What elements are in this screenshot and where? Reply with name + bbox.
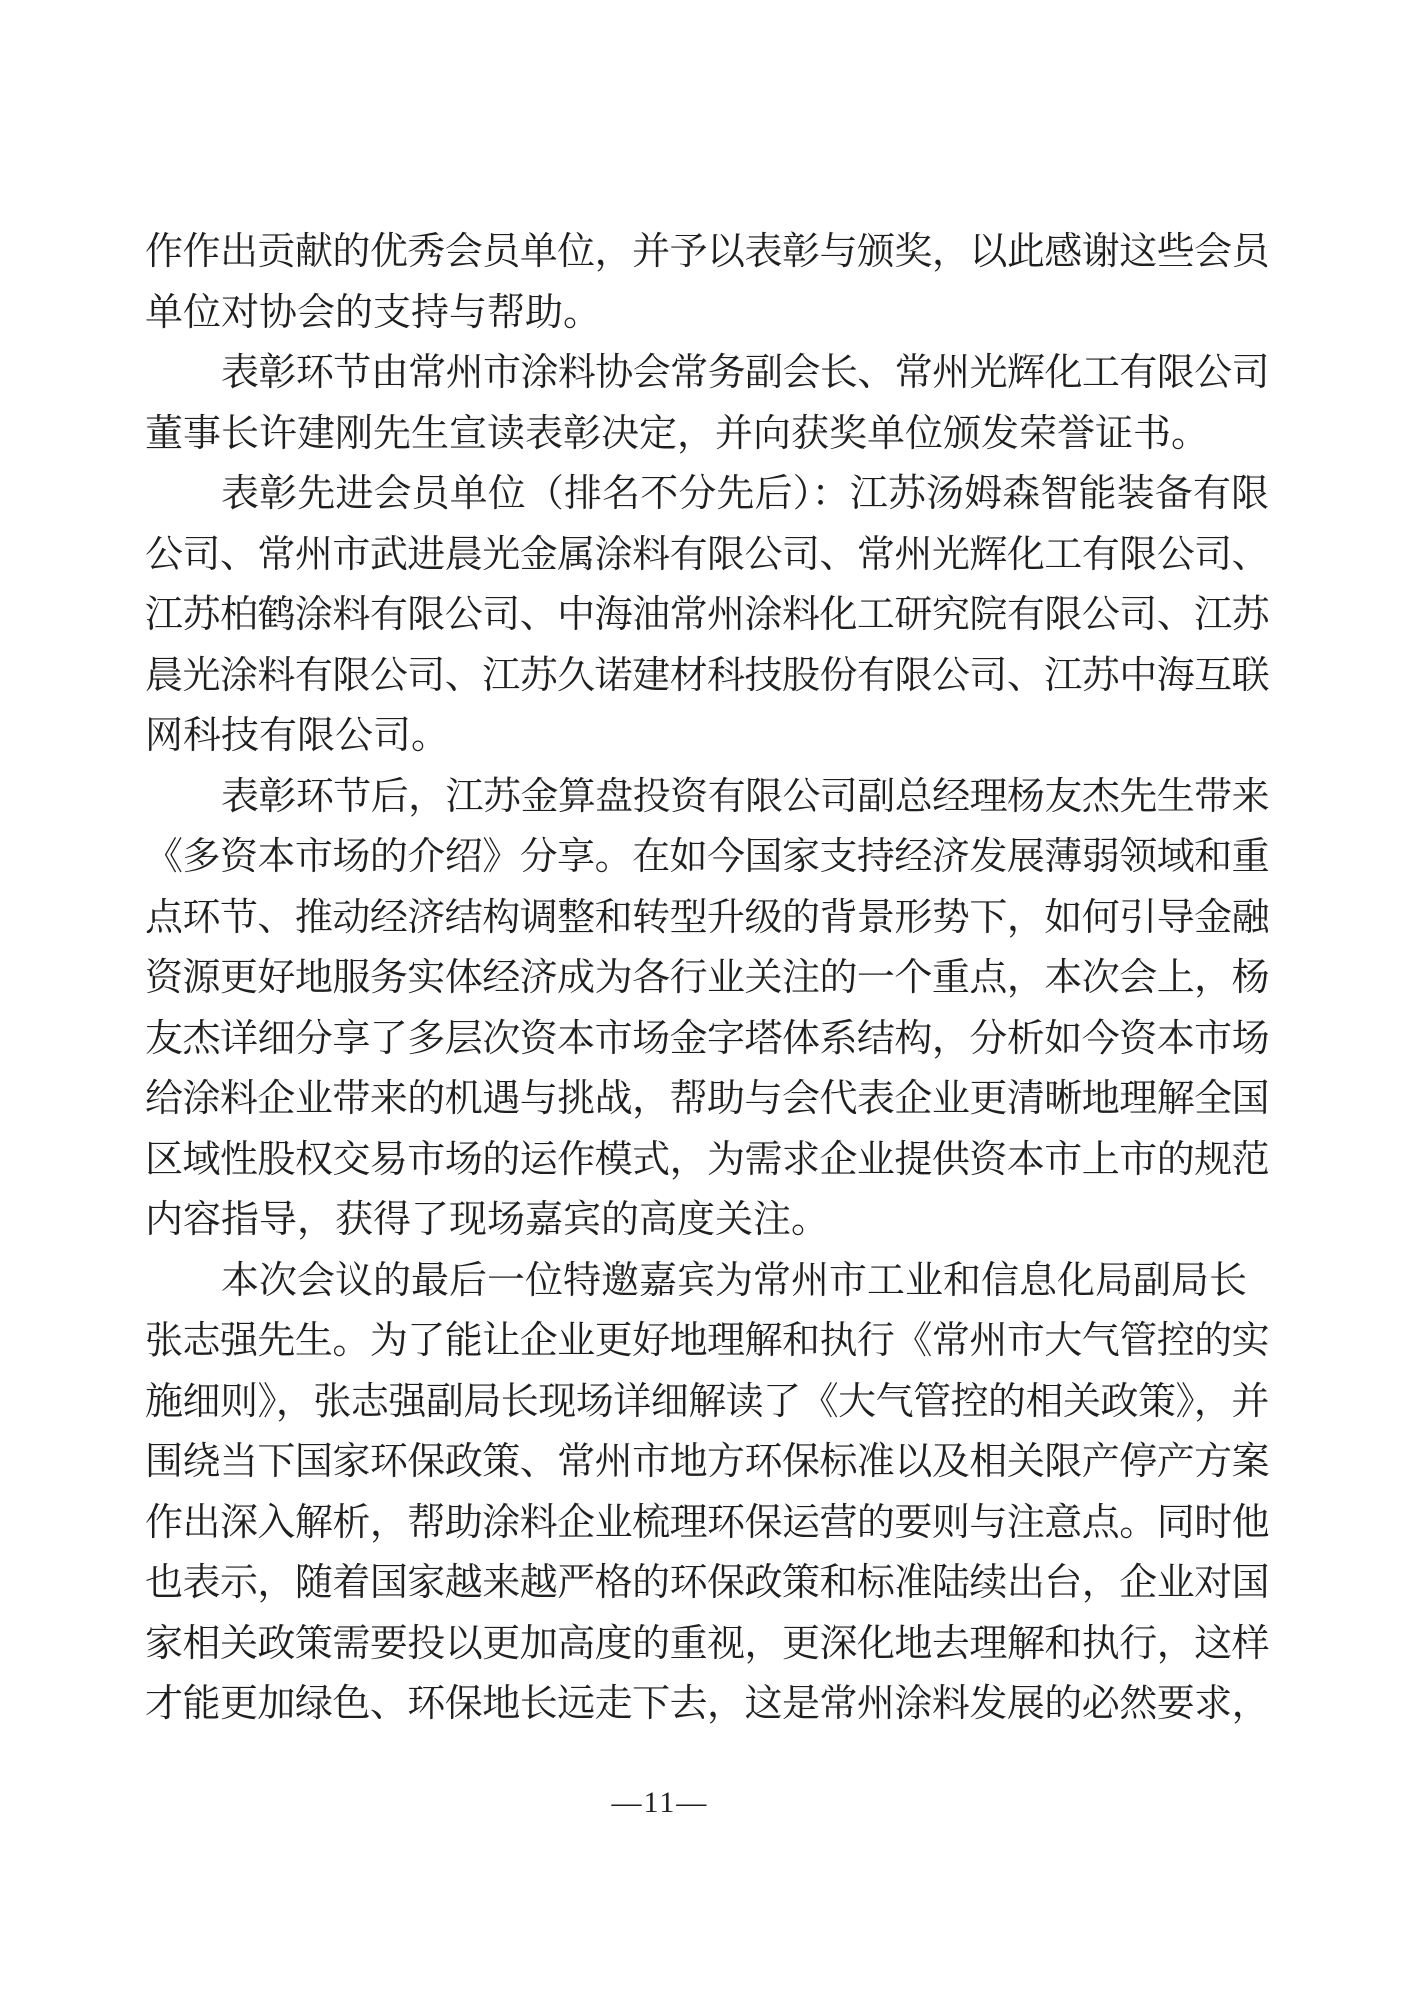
text-line-content: 围绕当下国家环保政策、常州市地方环保标准以及相关限产停产方案 <box>145 1441 1270 1483</box>
text-line <box>145 706 1269 767</box>
text-line-content: 公司、常州市武进晨光金属涂料有限公司、常州光辉化工有限公司、 <box>145 533 1270 576</box>
text-line <box>145 1311 1269 1372</box>
text-line-content: 董事长许建刚先生宣读表彰决定，并向获奖单位颁发荣誉证书。 <box>145 412 1210 455</box>
text-line <box>145 767 1269 828</box>
text-line-content: 资源更好地服务实体经济成为各行业关注的一个重点，本次会上，杨 <box>145 957 1270 999</box>
text-line-content: 给涂料企业带来的机遇与挑战，帮助与会代表企业更清晰地理解全国 <box>145 1078 1270 1120</box>
text-line <box>145 1372 1269 1433</box>
text-line <box>145 1130 1269 1191</box>
text-line <box>145 1009 1269 1070</box>
text-line-content: 晨光涂料有限公司、江苏久诺建材科技股份有限公司、江苏中海互联 <box>145 654 1270 697</box>
text-line <box>145 948 1269 1009</box>
text-line-content: 友杰详细分享了多层次资本市场金字塔体系结构，分析如今资本市场 <box>145 1017 1270 1060</box>
text-line-content: 《多资本市场的介绍》分享。在如今国家支持经济发展薄弱领域和重 <box>145 836 1270 878</box>
text-line-content: 区域性股权交易市场的运作模式，为需求企业提供资本市上市的规范 <box>145 1138 1270 1181</box>
text-line-content: 内容指导，获得了现场嘉宾的高度关注。 <box>145 1199 830 1241</box>
text-line-content: 江苏柏鹤涂料有限公司、中海油常州涂料化工研究院有限公司、江苏 <box>145 594 1270 636</box>
text-line <box>145 1674 1269 1735</box>
text-line <box>145 404 1269 465</box>
text-line <box>145 464 1269 525</box>
text-line-content: 表彰环节由常州市涂料协会常务副会长、常州光辉化工有限公司 <box>221 352 1270 394</box>
text-line-content: 表彰环节后，江苏金算盘投资有限公司副总经理杨友杰先生带来 <box>221 775 1270 818</box>
text-line <box>145 1190 1269 1251</box>
text-line-content: 单位对协会的支持与帮助。 <box>145 291 602 334</box>
text-line-content: 作出深入解析，帮助涂料企业梳理环保运营的要则与注意点。同时他 <box>145 1501 1270 1544</box>
text-line <box>145 1432 1269 1493</box>
text-line <box>145 1493 1269 1554</box>
text-line <box>145 525 1269 586</box>
text-line-content: 施细则》，张志强副局长现场详细解读了《大气管控的相关政策》，并 <box>145 1380 1269 1423</box>
text-line <box>145 1251 1269 1312</box>
text-line <box>145 888 1269 949</box>
text-line-content: 点环节、推动经济结构调整和转型升级的背景形势下，如何引导金融 <box>145 896 1270 939</box>
text-line-content: 也表示，随着国家越来越严格的环保政策和标准陆续出台，企业对国 <box>145 1562 1270 1604</box>
text-line <box>145 1553 1269 1614</box>
text-line-content: 表彰先进会员单位（排名不分先后）：江苏汤姆森智能装备有限 <box>221 473 1270 515</box>
text-line-content: 网科技有限公司。 <box>145 715 450 757</box>
text-line <box>145 827 1269 888</box>
text-line <box>145 1069 1269 1130</box>
document-body <box>145 222 1269 1735</box>
text-line <box>145 646 1269 707</box>
text-line-content: 才能更加绿色、环保地长远走下去，这是常州涂料发展的必然要求， <box>145 1683 1270 1725</box>
text-line <box>145 222 1269 283</box>
text-line <box>145 585 1269 646</box>
text-line-content: 作作出贡献的优秀会员单位，并予以表彰与颁奖，以此感谢这些会员 <box>145 231 1270 273</box>
text-line-content: 本次会议的最后一位特邀嘉宾为常州市工业和信息化局副局长 <box>221 1259 1248 1302</box>
text-line-content: 家相关政策需要投以更加高度的重视，更深化地去理解和执行，这样 <box>145 1622 1270 1665</box>
text-line-content: 张志强先生。为了能让企业更好地理解和执行《常州市大气管控的实 <box>145 1320 1270 1362</box>
text-line <box>145 283 1269 344</box>
page-number: —11— <box>611 1786 709 1819</box>
text-line <box>145 343 1269 404</box>
text-line <box>145 1614 1269 1675</box>
